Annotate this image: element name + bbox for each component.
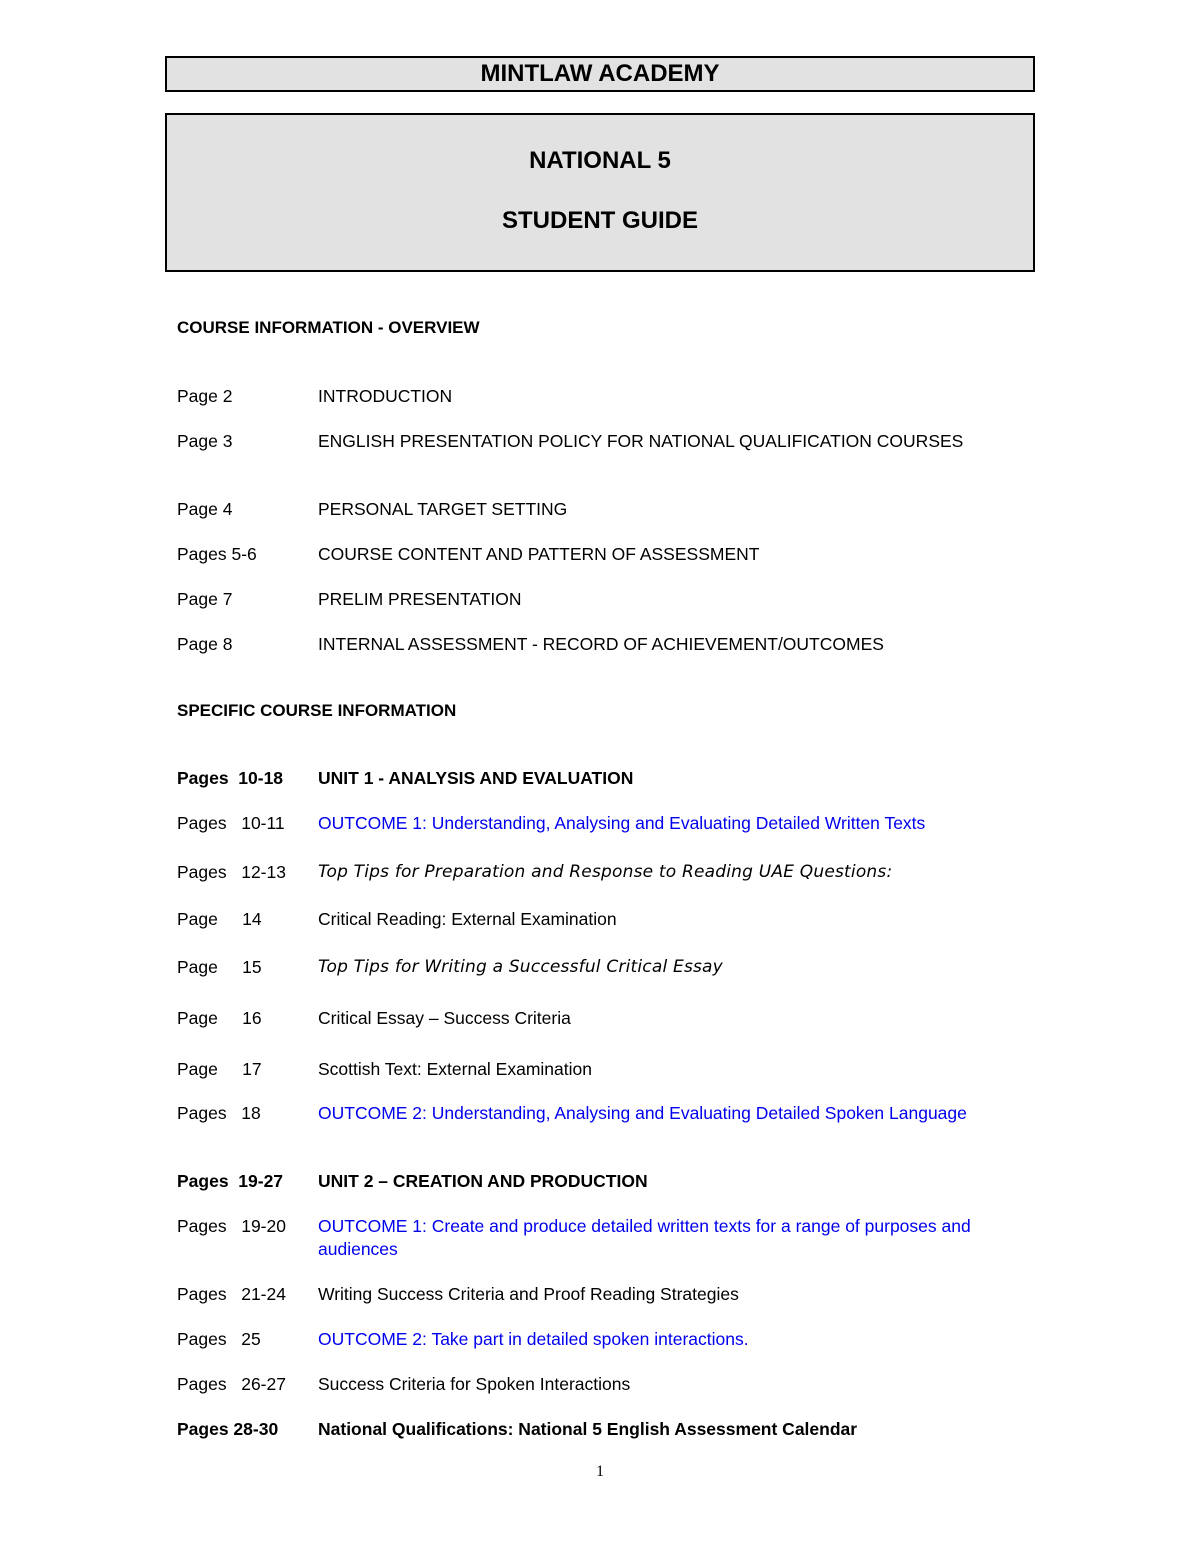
toc-title: ENGLISH PRESENTATION POLICY FOR NATIONAL QUALIFICATION COURSES <box>318 431 964 451</box>
toc-title: UNIT 2 – CREATION AND PRODUCTION <box>318 1171 648 1191</box>
toc-title: PRELIM PRESENTATION <box>318 589 522 609</box>
toc-page: Page 2 <box>177 386 233 406</box>
toc-title: COURSE CONTENT AND PATTERN OF ASSESSMENT <box>318 544 760 564</box>
toc-title: Writing Success Criteria and Proof Reading Strategies <box>318 1284 739 1304</box>
toc-title: INTERNAL ASSESSMENT - RECORD OF ACHIEVEMENT/OUTCOMES <box>318 634 884 654</box>
toc-page: Page 7 <box>177 589 233 609</box>
school-title: MINTLAW ACADEMY <box>480 60 720 87</box>
school-title-box <box>165 56 1035 92</box>
toc-page: Pages 18 <box>177 1103 261 1123</box>
toc-page: Pages 19-27 <box>177 1171 284 1191</box>
toc-title: Critical Essay – Success Criteria <box>318 1008 571 1028</box>
toc-title: PERSONAL TARGET SETTING <box>318 499 568 519</box>
toc-title: Critical Reading: External Examination <box>318 909 617 929</box>
toc-title: Top Tips for Preparation and Response to Reading UAE Questions: <box>318 862 893 882</box>
toc-page: Pages 28-30 <box>177 1419 279 1439</box>
guide-title: STUDENT GUIDE <box>501 207 698 234</box>
level-title: NATIONAL 5 <box>529 147 671 174</box>
toc-page: Page 16 <box>177 1008 262 1028</box>
page-number: 1 <box>596 1463 604 1480</box>
toc-title: National Qualifications: National 5 English Assessment Calendar <box>318 1419 858 1439</box>
guide-title-box <box>165 113 1035 272</box>
toc-title-outcome: OUTCOME 1: Understanding, Analysing and Evaluating Detailed Written Texts <box>318 813 926 833</box>
toc-title: Success Criteria for Spoken Interactions <box>318 1374 631 1394</box>
toc-page: Page 4 <box>177 499 233 519</box>
toc-page: Pages 26-27 <box>177 1374 286 1394</box>
toc-title-outcome: OUTCOME 2: Take part in detailed spoken interactions. <box>318 1329 749 1349</box>
toc-title: INTRODUCTION <box>318 386 453 406</box>
toc-page: Page 15 <box>177 957 262 977</box>
toc-title: Scottish Text: External Examination <box>318 1059 592 1079</box>
toc-page: Page 17 <box>177 1059 262 1079</box>
toc-page: Pages 10-18 <box>177 768 284 788</box>
toc-page: Pages 25 <box>177 1329 261 1349</box>
specific-heading: SPECIFIC COURSE INFORMATION <box>177 701 457 720</box>
toc-page: Pages 10-11 <box>177 813 285 833</box>
toc-title-outcome: OUTCOME 1: Create and produce detailed written texts for a range of purposes and audiences <box>318 1216 971 1259</box>
toc-page: Pages 5-6 <box>177 544 257 564</box>
toc-page: Page 3 <box>177 431 233 451</box>
toc-title: Top Tips for Writing a Successful Critical Essay <box>318 957 723 977</box>
toc-page: Pages 12-13 <box>177 862 286 882</box>
toc-page: Pages 19-20 <box>177 1216 286 1236</box>
toc-title-outcome: OUTCOME 2: Understanding, Analysing and Evaluating Detailed Spoken Language <box>318 1103 967 1123</box>
toc-page: Page 8 <box>177 634 233 654</box>
overview-heading: COURSE INFORMATION - OVERVIEW <box>177 318 480 337</box>
toc-page: Page 14 <box>177 909 262 929</box>
toc-title: UNIT 1 - ANALYSIS AND EVALUATION <box>318 768 634 788</box>
toc-page: Pages 21-24 <box>177 1284 286 1304</box>
